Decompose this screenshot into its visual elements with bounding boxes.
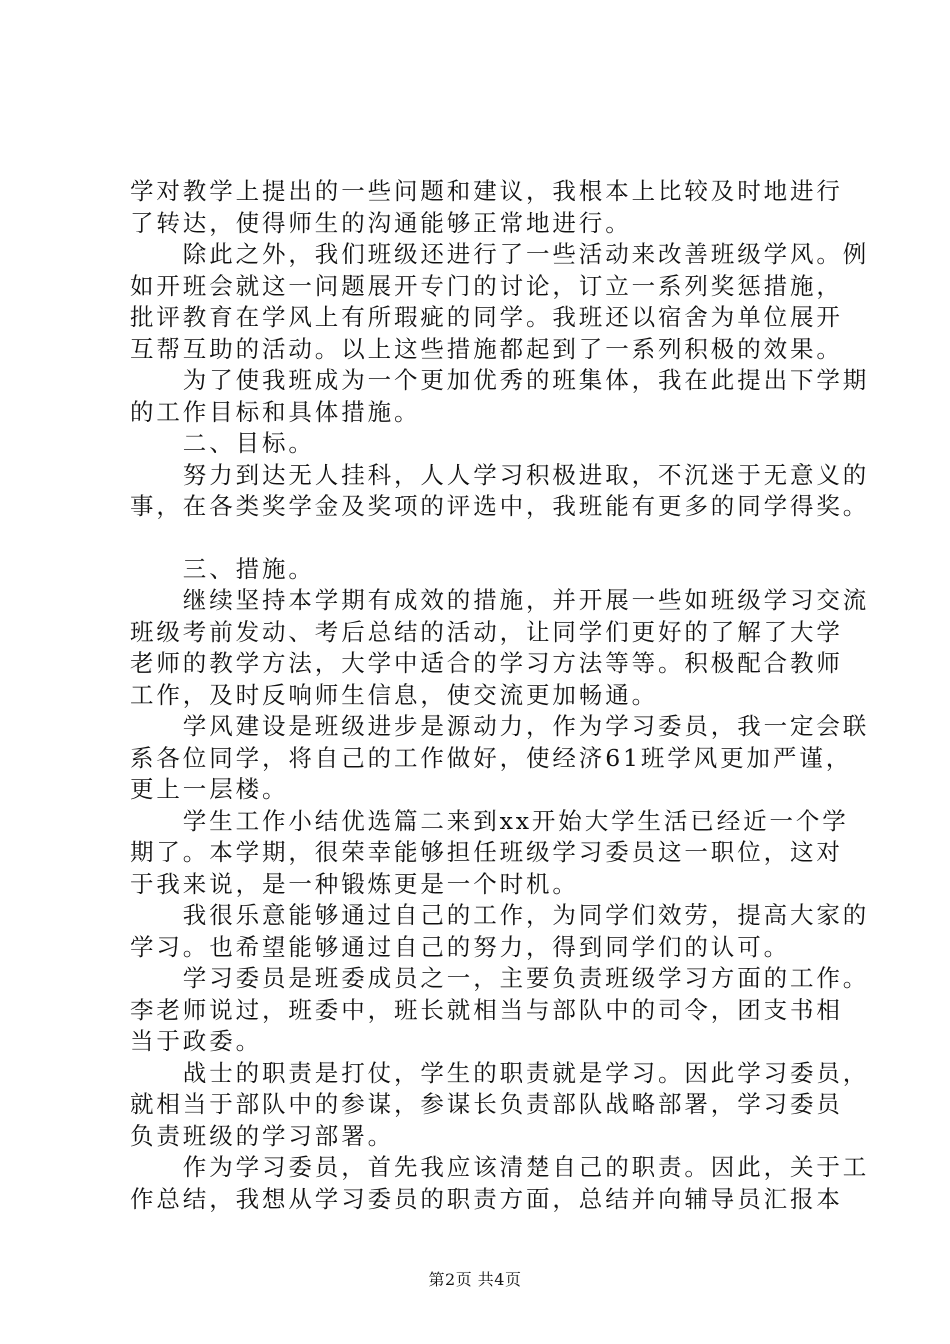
text-line: 了转达，使得师生的沟通能够正常地进行。 xyxy=(130,208,632,237)
text-line: 战士的职责是打仗，学生的职责就是学习。因此学习委员， xyxy=(130,1058,870,1087)
text-line: 老师的教学方法，大学中适合的学习方法等等。积极配合教师 xyxy=(130,649,843,677)
text-line: 如开班会就这一问题展开专门的讨论，订立一系列奖惩措施， xyxy=(130,271,843,300)
text-line: 作为学习委员，首先我应该清楚自己的职责。因此，关于工 xyxy=(130,1153,870,1181)
text-line: 努力到达无人挂科，人人学习积极进取，不沉迷于无意义的 xyxy=(130,460,870,489)
page-number-footer: 第2页 共4页 xyxy=(428,1270,522,1289)
text-line: 期了。本学期，很荣幸能够担任班级学习委员这一职位，这对 xyxy=(130,838,843,866)
text-line: 李老师说过，班委中，班长就相当与部队中的司令，团支书相 xyxy=(130,995,843,1024)
text-line: 批评教育在学风上有所瑕疵的同学。我班还以宿舍为单位展开 xyxy=(130,303,843,331)
text-line: 继续坚持本学期有成效的措施，并开展一些如班级学习交流 xyxy=(130,586,870,614)
text-line: 就相当于部队中的参谋，参谋长负责部队战略部署，学习委员 xyxy=(130,1090,843,1118)
text-line: 互帮互助的活动。以上这些措施都起到了一系列积极的效果。 xyxy=(130,334,843,363)
text-line: 当于政委。 xyxy=(130,1027,262,1055)
text-line: 学生工作小结优选篇二来到xx开始大学生活已经近一个学 xyxy=(130,806,849,835)
text-line: 我很乐意能够通过自己的工作，为同学们效劳，提高大家的 xyxy=(130,901,870,929)
text-line: 作总结，我想从学习委员的职责方面，总结并向辅导员汇报本 xyxy=(130,1184,843,1213)
text-line: 于我来说，是一种锻炼更是一个时机。 xyxy=(130,869,579,898)
text-line: 学风建设是班级进步是源动力，作为学习委员，我一定会联 xyxy=(130,712,870,740)
text-line: 学习委员是班委成员之一，主要负责班级学习方面的工作。 xyxy=(130,964,870,992)
blank-line xyxy=(130,523,835,554)
document-body xyxy=(130,176,870,1215)
text-line: 为了使我班成为一个更加优秀的班集体，我在此提出下学期 xyxy=(130,366,870,394)
text-line: 工作，及时反响师生信息，使交流更加畅通。 xyxy=(130,680,658,709)
text-line: 学对教学上提出的一些问题和建议，我根本上比较及时地进行 xyxy=(130,177,843,205)
text-line: 学习。也希望能够通过自己的努力，得到同学们的认可。 xyxy=(130,932,790,961)
text-line: 三、措施。 xyxy=(130,554,315,583)
text-line: 系各位同学，将自己的工作做好，使经济61班学风更加严谨， xyxy=(130,743,853,772)
text-line: 的工作目标和具体措施。 xyxy=(130,397,421,426)
text-line: 二、目标。 xyxy=(130,429,315,457)
text-line: 负责班级的学习部署。 xyxy=(130,1121,394,1150)
text-line: 事，在各类奖学金及奖项的评选中，我班能有更多的同学得奖。 xyxy=(130,492,870,520)
text-line: 更上一层楼。 xyxy=(130,775,289,803)
text-line: 班级考前发动、考后总结的活动，让同学们更好的了解了大学 xyxy=(130,617,843,646)
text-line: 除此之外，我们班级还进行了一些活动来改善班级学风。例 xyxy=(130,240,870,268)
